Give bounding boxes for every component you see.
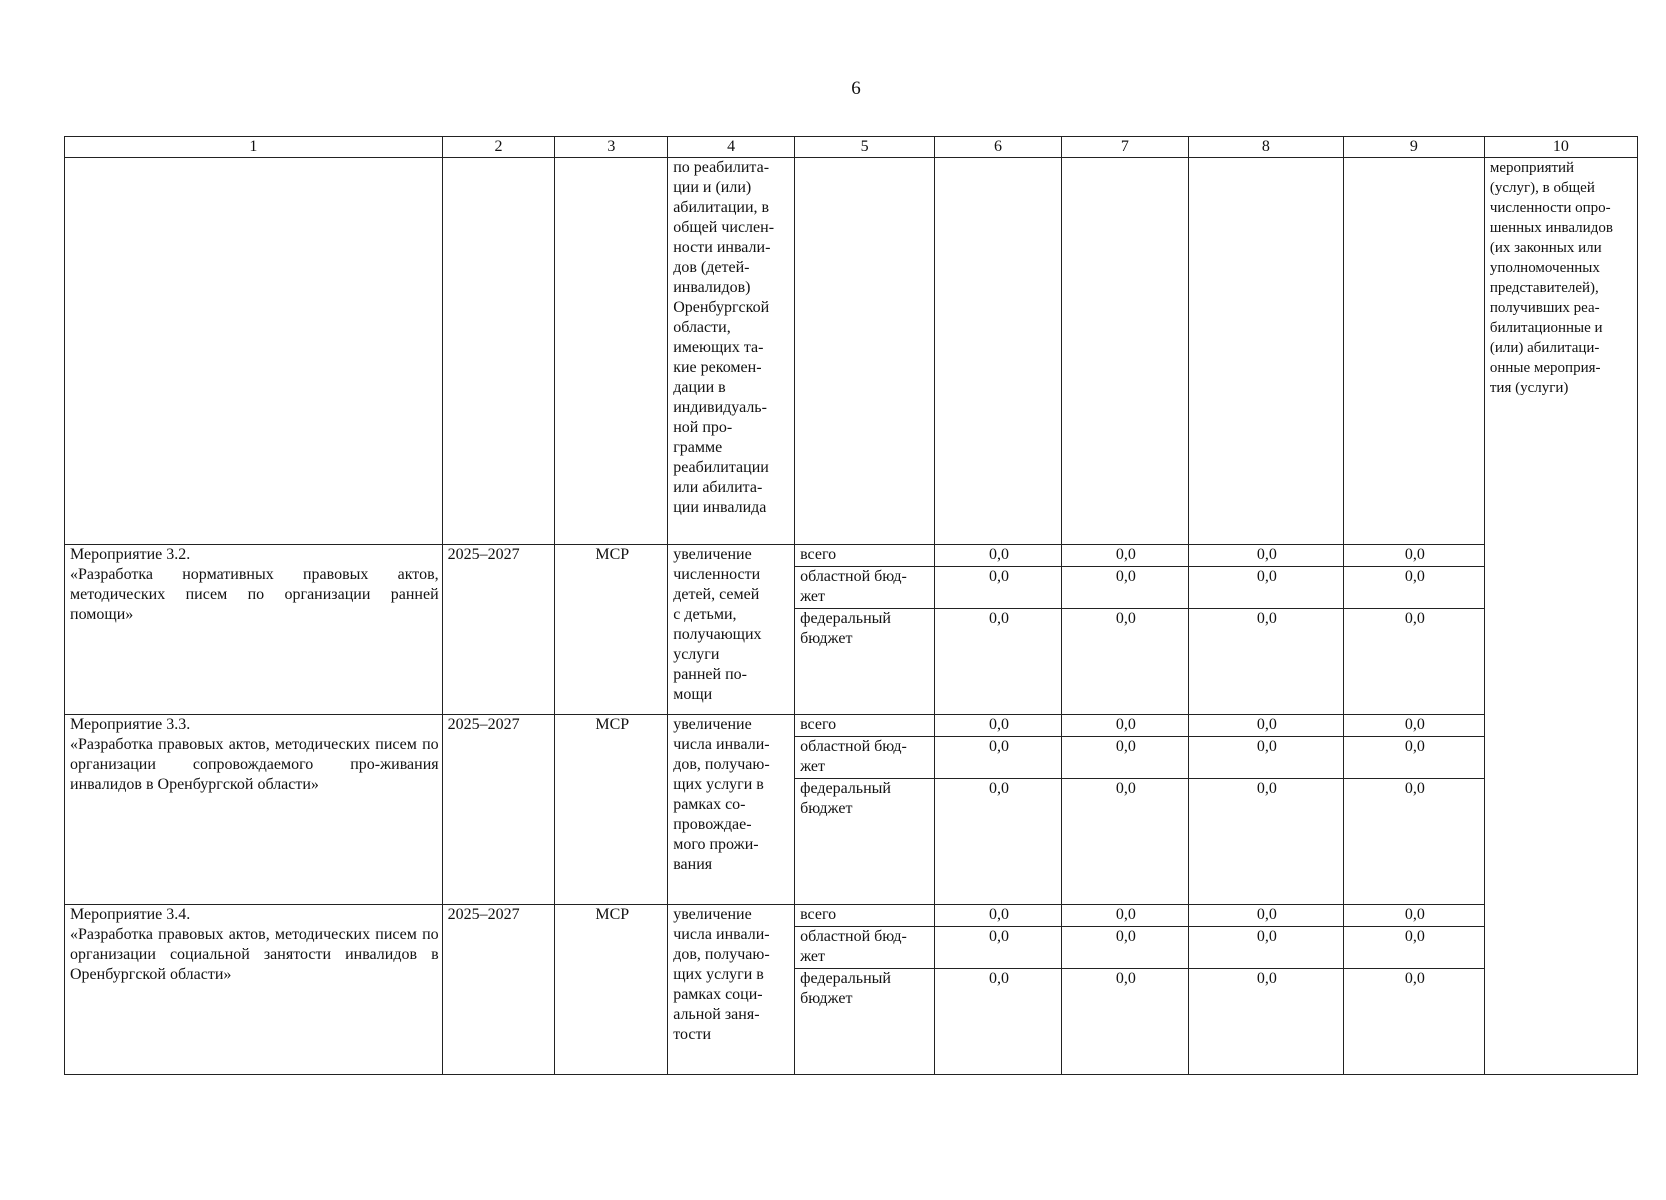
funding-value: 0,0 bbox=[1343, 779, 1484, 905]
event-description: «Разработка нормативных правовых актов, методических писем по организации ранней помощи» bbox=[70, 566, 439, 623]
event-description: «Разработка правовых актов, методических писем по организации социальной занятости инвалидов в Оренбургской области» bbox=[70, 926, 439, 983]
funding-value: 0,0 bbox=[935, 905, 1062, 927]
funding-value: 0,0 bbox=[1188, 715, 1343, 737]
funding-value: 0,0 bbox=[1188, 969, 1343, 1075]
funding-value: 0,0 bbox=[1061, 927, 1188, 969]
event-result: увеличение численности детей, семей с детьми, получающих услуги ранней по- мощи bbox=[668, 545, 795, 715]
event-title: Мероприятие 3.2. bbox=[70, 546, 191, 563]
funding-value: 0,0 bbox=[935, 969, 1062, 1075]
funding-source: всего bbox=[795, 715, 935, 737]
funding-value: 0,0 bbox=[1343, 927, 1484, 969]
event-row bbox=[65, 545, 1638, 567]
funding-value: 0,0 bbox=[1343, 969, 1484, 1075]
funding-value: 0,0 bbox=[1343, 545, 1484, 567]
funding-value: 0,0 bbox=[935, 779, 1062, 905]
funding-value: 0,0 bbox=[1188, 609, 1343, 715]
funding-value: 0,0 bbox=[935, 567, 1062, 609]
column-header: 9 bbox=[1343, 137, 1484, 158]
event-executor: МСР bbox=[555, 715, 668, 905]
funding-value: 0,0 bbox=[1061, 545, 1188, 567]
funding-value: 0,0 bbox=[1343, 905, 1484, 927]
funding-value: 0,0 bbox=[1061, 567, 1188, 609]
continuation-result-text: по реабилита- ции и (или) абилитации, в общей числен- ности инвали- дов (детей- инвалидов) Оренбургской области, имеющих та- кие рекомен- дации в индивидуаль- ной про- грамме реабилитации или абилита- ции инвалида bbox=[668, 158, 795, 545]
funding-source: областной бюд- жет bbox=[795, 927, 935, 969]
event-row bbox=[65, 905, 1638, 927]
event-period: 2025–2027 bbox=[442, 905, 555, 1075]
funding-source: всего bbox=[795, 905, 935, 927]
funding-value: 0,0 bbox=[1061, 905, 1188, 927]
funding-value: 0,0 bbox=[1188, 905, 1343, 927]
indicator-description: мероприятий (услуг), в общей численности опро- шенных инвалидов (их законных или уполномоченных представителей), получивших реа- билитационные и (или) абилитаци- онные мероприя- тия (услуги) bbox=[1484, 158, 1637, 1075]
funding-value: 0,0 bbox=[1188, 545, 1343, 567]
event-period: 2025–2027 bbox=[442, 715, 555, 905]
funding-value: 0,0 bbox=[1343, 609, 1484, 715]
continuation-row bbox=[65, 158, 1638, 545]
column-header: 3 bbox=[555, 137, 668, 158]
funding-value: 0,0 bbox=[1061, 715, 1188, 737]
funding-value: 0,0 bbox=[935, 715, 1062, 737]
funding-value: 0,0 bbox=[1188, 779, 1343, 905]
column-header: 5 bbox=[795, 137, 935, 158]
event-result: увеличение числа инвали- дов, получаю- щих услуги в рамках со- провождае- мого прожи- вания bbox=[668, 715, 795, 905]
funding-value: 0,0 bbox=[1343, 737, 1484, 779]
funding-value: 0,0 bbox=[1188, 927, 1343, 969]
event-title: Мероприятие 3.4. bbox=[70, 906, 191, 923]
event-result: увеличение числа инвали- дов, получаю- щих услуги в рамках соци- альной заня- тости bbox=[668, 905, 795, 1075]
column-header: 7 bbox=[1061, 137, 1188, 158]
program-events-table bbox=[64, 136, 1638, 1075]
event-description: «Разработка правовых актов, методических писем по организации сопровождаемого про-живания инвалидов в Оренбургской области» bbox=[70, 736, 439, 793]
column-header: 10 bbox=[1484, 137, 1637, 158]
event-name-cell bbox=[65, 715, 443, 905]
column-header: 8 bbox=[1188, 137, 1343, 158]
event-name-cell bbox=[65, 905, 443, 1075]
funding-value: 0,0 bbox=[1343, 715, 1484, 737]
event-row bbox=[65, 715, 1638, 737]
funding-value: 0,0 bbox=[1061, 779, 1188, 905]
column-header-row bbox=[65, 137, 1638, 158]
page-number: 6 bbox=[851, 78, 861, 99]
funding-source: федеральный бюджет bbox=[795, 969, 935, 1075]
funding-value: 0,0 bbox=[935, 737, 1062, 779]
column-header: 1 bbox=[65, 137, 443, 158]
column-header: 6 bbox=[935, 137, 1062, 158]
column-header: 2 bbox=[442, 137, 555, 158]
event-period: 2025–2027 bbox=[442, 545, 555, 715]
funding-value: 0,0 bbox=[1188, 737, 1343, 779]
funding-value: 0,0 bbox=[1343, 567, 1484, 609]
funding-value: 0,0 bbox=[1188, 567, 1343, 609]
funding-value: 0,0 bbox=[935, 927, 1062, 969]
column-header: 4 bbox=[668, 137, 795, 158]
event-executor: МСР bbox=[555, 905, 668, 1075]
funding-source: федеральный бюджет bbox=[795, 609, 935, 715]
funding-value: 0,0 bbox=[1061, 737, 1188, 779]
funding-value: 0,0 bbox=[1061, 969, 1188, 1075]
event-name-cell bbox=[65, 545, 443, 715]
funding-source: всего bbox=[795, 545, 935, 567]
funding-value: 0,0 bbox=[935, 609, 1062, 715]
funding-value: 0,0 bbox=[1061, 609, 1188, 715]
funding-source: федеральный бюджет bbox=[795, 779, 935, 905]
funding-source: областной бюд- жет bbox=[795, 567, 935, 609]
event-title: Мероприятие 3.3. bbox=[70, 716, 191, 733]
event-executor: МСР bbox=[555, 545, 668, 715]
funding-source: областной бюд- жет bbox=[795, 737, 935, 779]
funding-value: 0,0 bbox=[935, 545, 1062, 567]
